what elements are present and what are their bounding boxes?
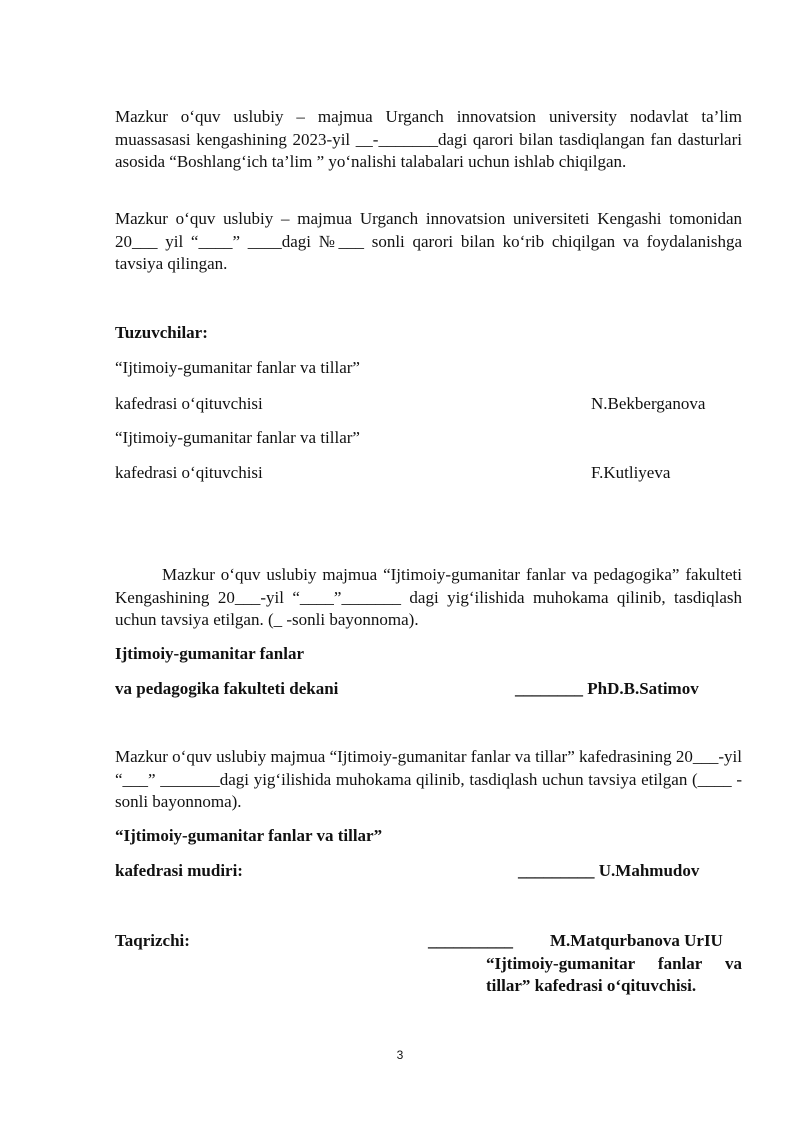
faculty-title-line2: va pedagogika fakulteti dekani xyxy=(115,679,339,698)
author1-role: kafedrasi o‘qituvchisi xyxy=(115,394,263,413)
intro-paragraph-2: Mazkur o‘quv uslubiy – majmua Urganch innovatsion universiteti Kengashi tomonidan 20___ yil “____” ____dagi №___ sonli qarori bilan ko‘rib chiqilgan va foydalanishga tavsiya qilingan. xyxy=(115,209,742,273)
reviewer-label: Taqrizchi: xyxy=(115,931,190,950)
department-paragraph: Mazkur o‘quv uslubiy majmua “Ijtimoiy-gumanitar fanlar va tillar” kafedrasining 20___-yil “___” _______dagi yig‘ilishida muhokama qilinib, tasdiqlash uchun tavsiya etilgan (____ -sonli bayonnoma). xyxy=(115,747,742,811)
authors-heading: Tuzuvchilar: xyxy=(115,323,208,342)
reviewer-affiliation: “Ijtimoiy-gumanitar fanlar va tillar” kafedrasi o‘qituvchisi. xyxy=(486,954,742,995)
faculty-title-line1: Ijtimoiy-gumanitar fanlar xyxy=(115,644,305,663)
author1-name: N.Bekberganova xyxy=(591,394,706,413)
reviewer-signature-blank: __________ xyxy=(428,931,513,950)
author2-role: kafedrasi o‘qituvchisi xyxy=(115,463,263,482)
department-title-line2: kafedrasi mudiri: xyxy=(115,861,243,880)
head-signature: _________ U.Mahmudov xyxy=(518,861,700,880)
author2-department: “Ijtimoiy-gumanitar fanlar va tillar” xyxy=(115,428,360,447)
reviewer-name: M.Matqurbanova UrIU xyxy=(550,931,723,950)
page-number: 3 xyxy=(396,1048,404,1062)
dean-signature: ________ PhD.B.Satimov xyxy=(515,679,699,698)
author2-name: F.Kutliyeva xyxy=(591,463,671,482)
department-title-line1: “Ijtimoiy-gumanitar fanlar va tillar” xyxy=(115,826,383,845)
author1-department: “Ijtimoiy-gumanitar fanlar va tillar” xyxy=(115,358,360,377)
intro-paragraph-1: Mazkur o‘quv uslubiy – majmua Urganch innovatsion university nodavlat ta’lim muassasasi kengashining 2023-yil __-_______dagi qarori bilan tasdiqlangan fan dasturlari asosida “Boshlang‘ich ta’lim ” yo‘nalishi talabalari uchun ishlab chiqilgan. xyxy=(115,107,742,171)
faculty-paragraph: Mazkur o‘quv uslubiy majmua “Ijtimoiy-gumanitar fanlar va pedagogika” fakulteti Kengashining 20___-yil “____”_______ dagi yig‘ilishida muhokama qilinib, tasdiqlash uchun tavsiya etilgan. (_ -sonli bayonnoma). xyxy=(115,565,742,629)
